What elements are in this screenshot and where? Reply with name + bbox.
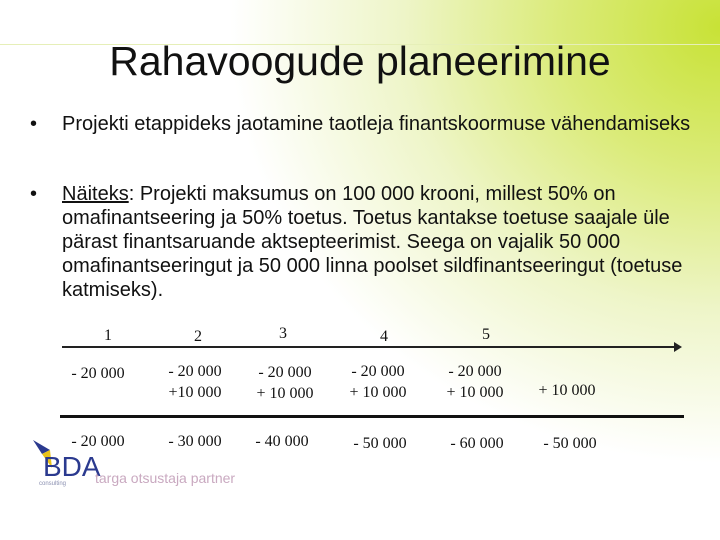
cumulative-2: - 30 000 (168, 433, 222, 450)
cumulative-1: - 20 000 (71, 433, 125, 450)
timeline-arrow-line (62, 346, 680, 348)
logo-subtext: consulting (39, 481, 67, 487)
bullet-2-text (62, 182, 710, 302)
cumulative-5: - 60 000 (450, 435, 504, 452)
bullet-marker: • (30, 183, 38, 205)
example-label: Näiteks (62, 183, 129, 205)
flow-period-1 (58, 363, 138, 384)
flow-line: + 10 000 (538, 382, 596, 399)
cumulative-3: - 40 000 (255, 433, 309, 450)
period-label-5: 5 (482, 326, 490, 343)
period-label-4: 4 (380, 328, 388, 345)
flow-line: + 10 000 (349, 384, 407, 401)
bullet-marker: • (30, 113, 38, 135)
period-label-3: 3 (279, 325, 287, 342)
flow-line: - 20 000 (351, 363, 405, 380)
slide-title: Rahavoogude planeerimine (109, 38, 611, 84)
example-body: : Projekti maksumus on 100 000 krooni, millest 50% on omafinantseering ja 50% toetus. Toetus kantakse toetuse saajale üle pärast finantsaruande aktsepteerimist. Seega on vajalik 50 000 omafinantseeringut ja 50 000 linna poolset sildfinantseeringut (toetuse katmiseks). (62, 183, 683, 301)
flow-line: + 10 000 (256, 385, 314, 402)
cumulative-6: - 50 000 (543, 435, 597, 452)
flow-period-3 (240, 362, 330, 404)
flow-line: - 20 000 (71, 365, 125, 382)
flow-period-4 (333, 361, 423, 403)
cumulative-4: - 50 000 (353, 435, 407, 452)
flow-period-5 (430, 361, 520, 403)
flow-line: - 20 000 (168, 363, 222, 380)
flow-line: +10 000 (168, 384, 222, 401)
bullet-1-text: Projekti etappideks jaotamine taotleja finantskoormuse vähendamiseks (62, 113, 691, 135)
flow-line: + 10 000 (446, 384, 504, 401)
logo-tagline: targa otsustaja partner (95, 470, 236, 486)
logo-wordmark: BDA (43, 451, 101, 482)
timeline-arrow-head (674, 342, 682, 352)
period-label-2: 2 (194, 328, 202, 345)
period-label-1: 1 (104, 327, 112, 344)
flow-period-2 (150, 361, 240, 403)
flow-line: - 20 000 (448, 363, 502, 380)
flow-period-6 (522, 380, 612, 401)
flow-line: - 20 000 (258, 364, 312, 381)
